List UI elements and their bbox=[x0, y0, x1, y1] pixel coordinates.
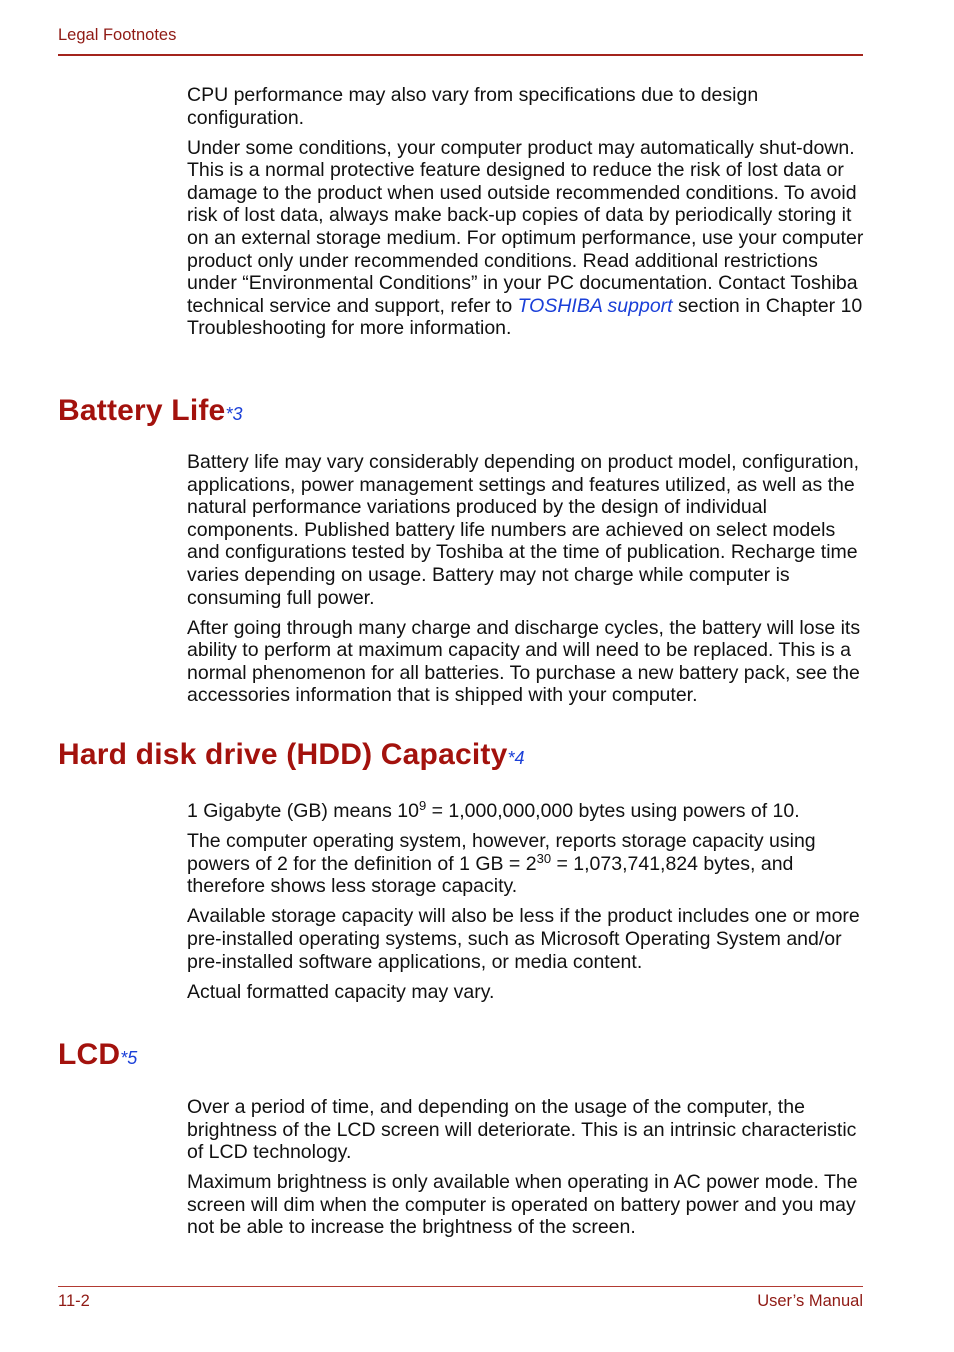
hdd-paragraph-formatted: Actual formatted capacity may vary. bbox=[187, 980, 495, 1003]
intro-paragraph-cpu: CPU performance may also vary from specifications due to design configuration. bbox=[187, 84, 759, 129]
hdd-paragraph-os-report bbox=[187, 830, 867, 898]
lcd-paragraph-2: Maximum brightness is only available when operating in AC power mode. The screen will dim when the computer is operated on battery power and you may not be able to increase the brightness of the screen. bbox=[187, 1171, 858, 1239]
os-report-text-b: = 1,073,741,824 bytes, and therefore shows less storage capacity. bbox=[187, 852, 794, 898]
os-report-exponent: 30 bbox=[536, 850, 552, 866]
lcd-heading bbox=[58, 1038, 137, 1072]
hdd-footnote-ref[interactable]: *4 bbox=[507, 748, 525, 768]
battery-life-title: Battery Life bbox=[58, 394, 226, 427]
page-number: 11-2 bbox=[58, 1292, 90, 1310]
intro-text bbox=[187, 84, 867, 348]
battery-life-heading bbox=[58, 394, 242, 428]
hdd-paragraph-gigabyte bbox=[187, 800, 867, 823]
os-report-text-a: The computer operating system, however, reports storage capacity using powers of 2 for the definition of 1 GB = 2 bbox=[187, 830, 816, 875]
header-rule bbox=[58, 54, 863, 56]
shutdown-text-b: section in Chapter 10 Troubleshooting for more information. bbox=[187, 294, 863, 340]
battery-paragraph-1: Battery life may vary considerably depending on product model, configuration, applications, power management settings and features utilized, as well as the natural performance variations produced by the design of individual components. Published battery life numbers are achieved on select models and configurations tested by Toshiba at the time of publication. Recharge time varies depending on usage. Battery may not charge while computer is consuming full power. bbox=[187, 451, 860, 609]
battery-life-text bbox=[187, 451, 867, 715]
battery-footnote-ref[interactable]: *3 bbox=[225, 404, 243, 424]
intro-paragraph-shutdown bbox=[187, 137, 867, 340]
hdd-paragraph-available: Available storage capacity will also be less if the product includes one or more pre-installed operating systems, such as Microsoft Operating System and/or pre-installed software applications, or media content. bbox=[187, 905, 860, 973]
hdd-capacity-title: Hard disk drive (HDD) Capacity bbox=[58, 738, 508, 771]
gigabyte-exponent: 9 bbox=[418, 798, 427, 813]
lcd-footnote-ref[interactable]: *5 bbox=[120, 1048, 138, 1068]
gigabyte-text-a: 1 Gigabyte (GB) means 10 bbox=[187, 800, 419, 822]
manual-title: User’s Manual bbox=[757, 1292, 863, 1310]
hdd-capacity-text bbox=[187, 800, 867, 1011]
running-header: Legal Footnotes bbox=[58, 26, 177, 44]
toshiba-support-link[interactable]: TOSHIBA support bbox=[517, 294, 673, 317]
gigabyte-text-b: = 1,000,000,000 bytes using powers of 10. bbox=[426, 800, 800, 822]
footer-rule bbox=[58, 1286, 863, 1287]
lcd-text bbox=[187, 1096, 867, 1247]
lcd-title: LCD bbox=[58, 1038, 121, 1071]
hdd-capacity-heading bbox=[58, 738, 524, 772]
shutdown-text-a: Under some conditions, your computer product may automatically shut-down. This is a normal protective feature designed to reduce the risk of lost data or damage to the product when used outside recommended conditions. To avoid risk of lost data, always make back-up copies of data by periodically storing it on an external storage medium. For optimum performance, use your computer product only under recommended conditions. Read additional restrictions under “Environmental Conditions” in your PC documentation. Contact Toshiba technical service and support, refer to bbox=[187, 136, 864, 317]
lcd-paragraph-1: Over a period of time, and depending on the usage of the computer, the brightness of the LCD screen will deteriorate. This is an intrinsic characteristic of LCD technology. bbox=[187, 1096, 857, 1164]
battery-paragraph-2: After going through many charge and discharge cycles, the battery will lose its ability to perform at maximum capacity and will need to be replaced. This is a normal phenomenon for all batteries. To purchase a new battery pack, see the accessories information that is shipped with your computer. bbox=[187, 616, 861, 707]
